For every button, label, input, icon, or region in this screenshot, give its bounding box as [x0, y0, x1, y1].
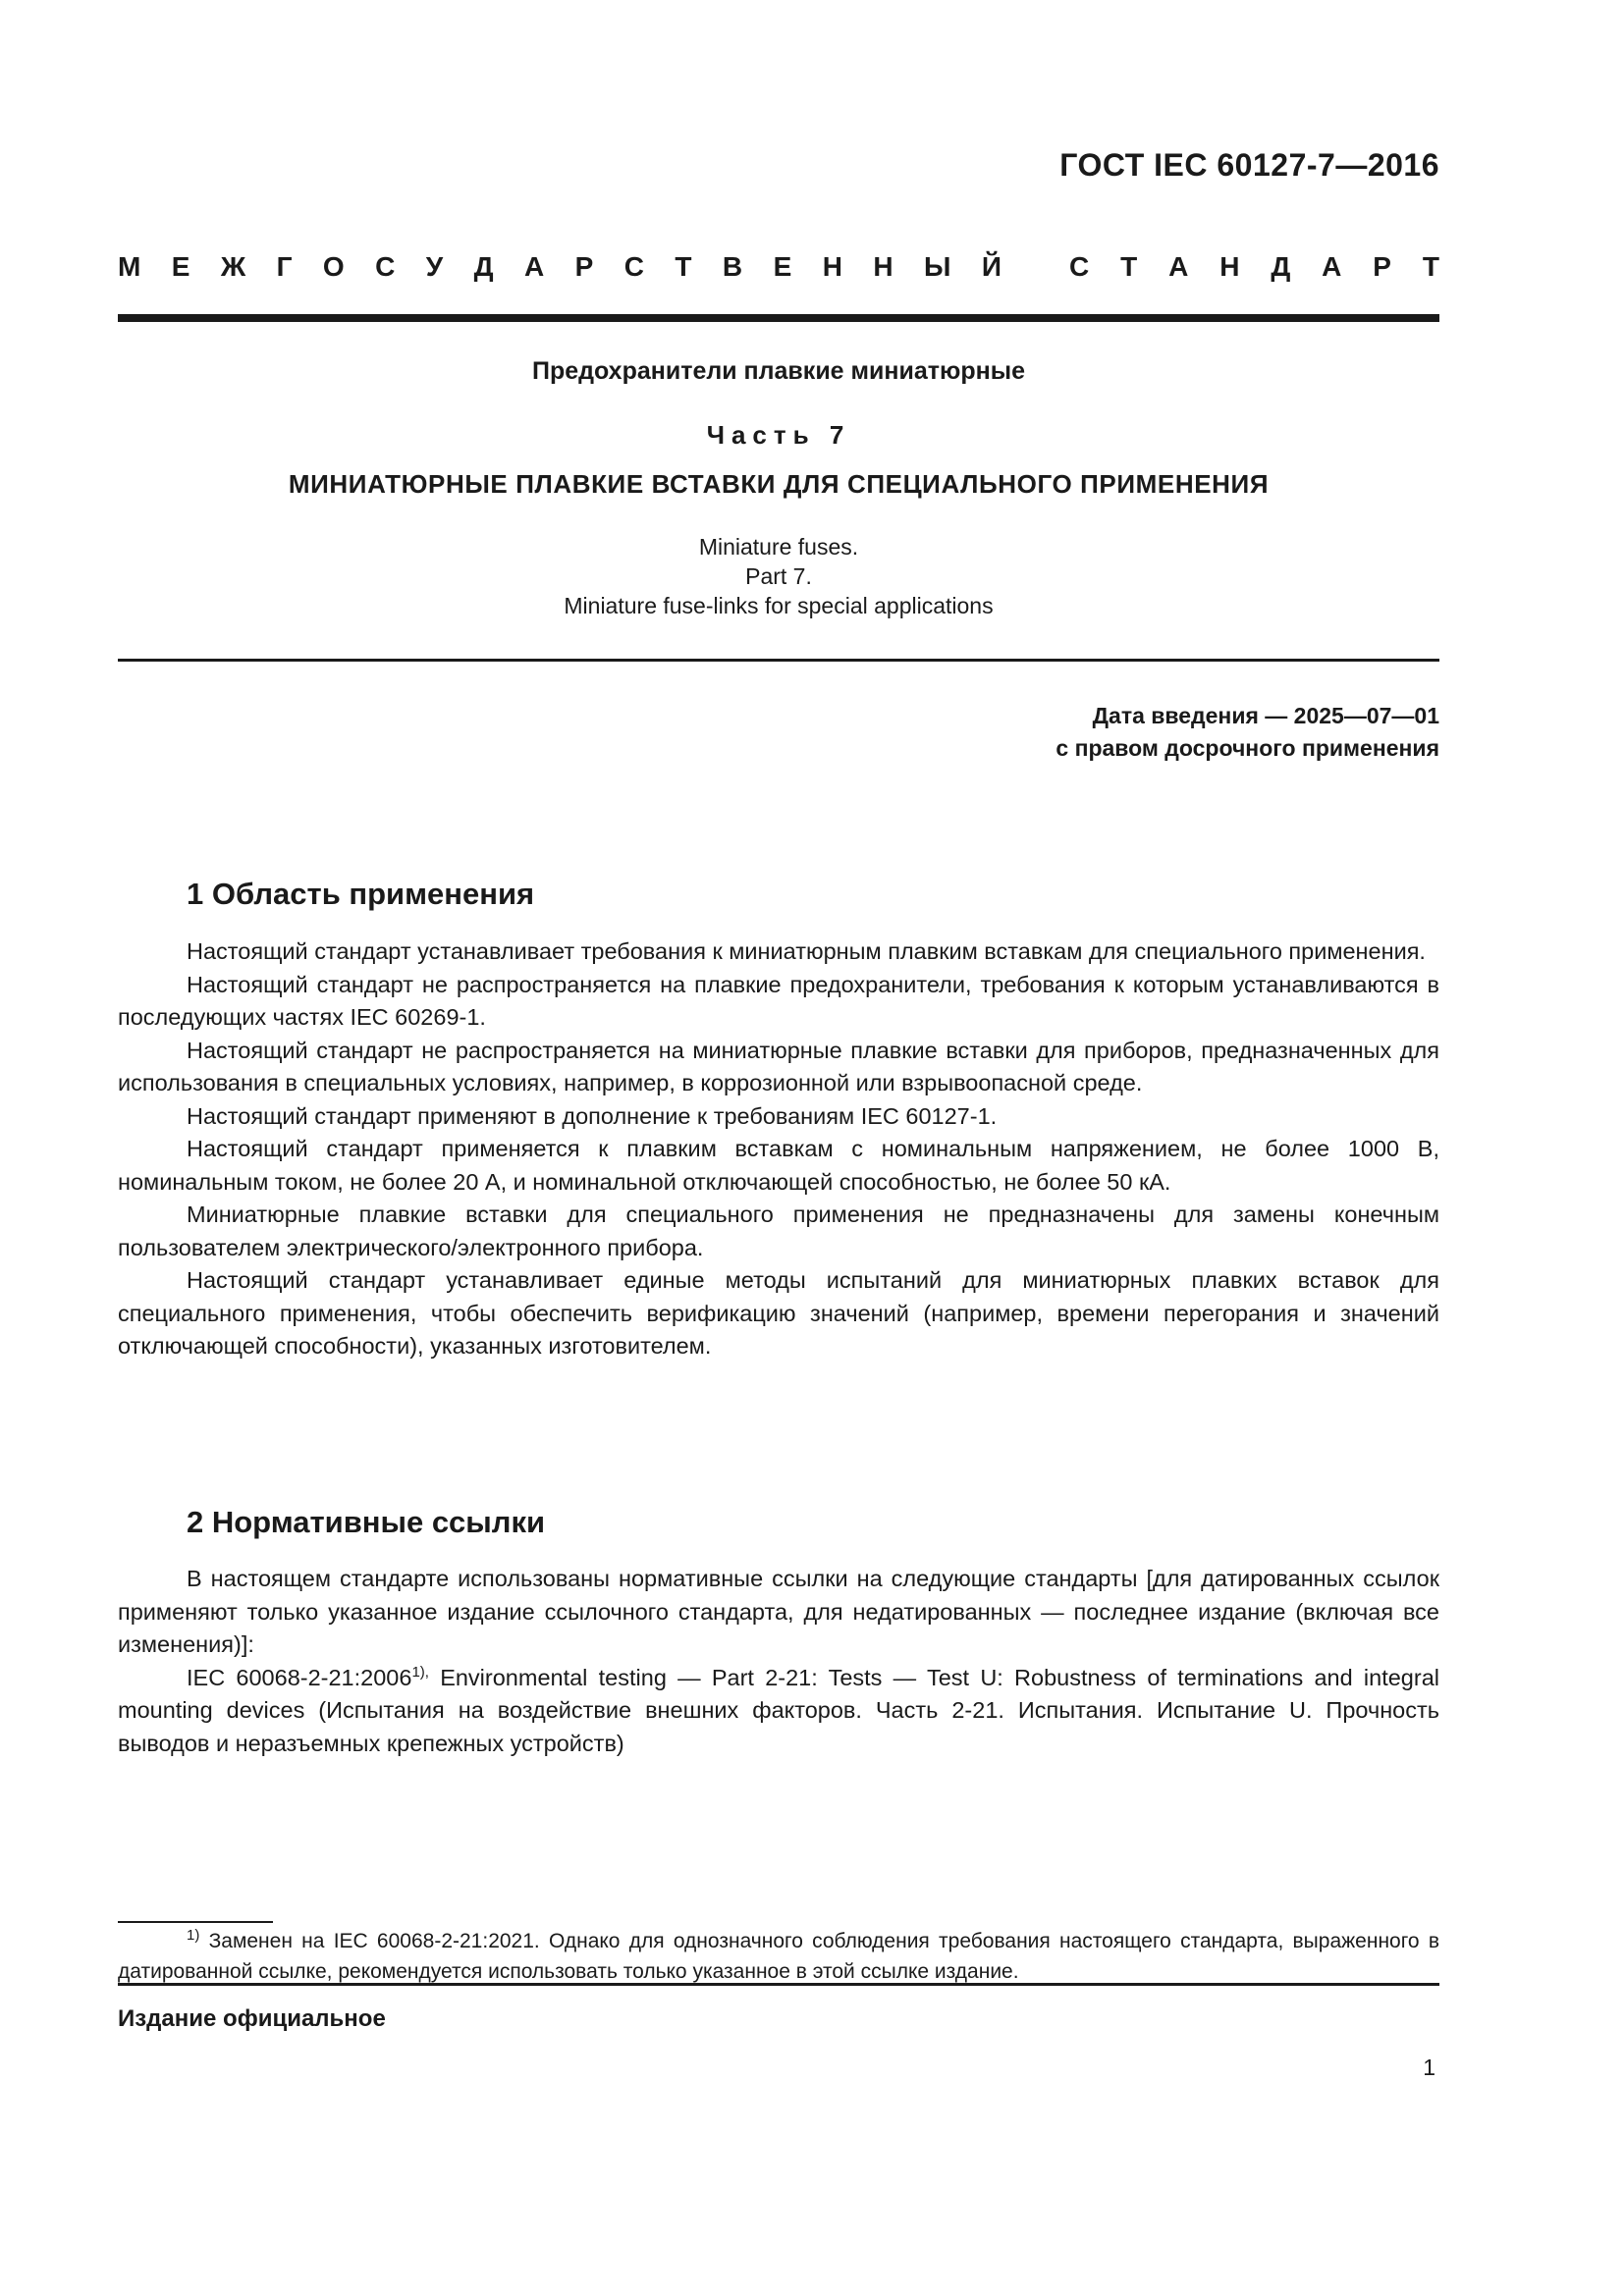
- banner-letter: Е: [171, 251, 190, 282]
- banner-letter: М: [118, 251, 141, 282]
- section-heading-normative-references: 2 Нормативные ссылки: [187, 1505, 546, 1539]
- reference-text: Environmental testing — Part 2-21: Tests — Test U: Robustness of terminations and integral mounting devices (Испытания на воздействие внешних факторов. Часть 2-21. Испытания. Испытание U. Прочность выводов и неразъемных крепежных устройств): [118, 1664, 1439, 1756]
- reference-entry: [118, 1662, 1439, 1761]
- banner-letter: Ж: [220, 251, 246, 282]
- banner-letter: О: [322, 251, 345, 282]
- official-edition-label: Издание официальное: [118, 2005, 386, 2032]
- banner-letter: В: [722, 251, 743, 282]
- standard-word: [1069, 251, 1439, 283]
- section-heading-scope: 1 Область применения: [187, 877, 535, 911]
- banner-letter: Т: [1422, 251, 1439, 282]
- banner-letter: С: [375, 251, 396, 282]
- banner-letter: А: [1322, 251, 1342, 282]
- footnote-divider: [118, 1921, 273, 1923]
- paragraph: Настоящий стандарт применяют в дополнение к требованиям IEC 60127-1.: [187, 1102, 998, 1129]
- paragraph: В настоящем стандарте использованы нормативные ссылки на следующие стандарты [для датированных ссылок применяют только указанное издание ссылочного стандарта, для недатированных — последнее издание (включая все изменения)]:: [118, 1566, 1439, 1657]
- banner-letter: Т: [1120, 251, 1138, 282]
- paragraph: Настоящий стандарт не распространяется на миниатюрные плавкие вставки для приборов, предназначенных для использования в специальных условиях, например, в коррозионной или взрывоопасной среде.: [118, 1037, 1439, 1095]
- banner-letter: А: [523, 251, 545, 282]
- section-body-normative-references: [118, 1563, 1439, 1760]
- introduction-date-line: Дата введения — 2025—07—01: [1092, 703, 1439, 728]
- introduction-date: [1056, 700, 1439, 765]
- interstate-standard-banner: [118, 251, 1439, 283]
- reference-code: IEC 60068-2-21:2006: [187, 1664, 412, 1690]
- interstate-word: [118, 251, 1001, 283]
- banner-letter: Е: [773, 251, 792, 282]
- early-application-note: с правом досрочного применения: [1056, 735, 1439, 761]
- paragraph: Миниатюрные плавкие вставки для специального применения не предназначены для замены конечным пользователем электрического/электронного прибора.: [118, 1201, 1439, 1260]
- title-divider: [118, 659, 1439, 662]
- banner-letter: С: [1069, 251, 1090, 282]
- banner-letter: С: [623, 251, 644, 282]
- page-number: 1: [1423, 2055, 1435, 2080]
- banner-letter: Д: [473, 251, 494, 282]
- banner-letter: А: [1168, 251, 1189, 282]
- header-divider-thick: [118, 314, 1439, 322]
- title-top: Предохранители плавкие миниатюрные: [532, 357, 1025, 385]
- paragraph: Настоящий стандарт не распространяется на плавкие предохранители, требования к которым устанавливаются в последующих частях IEC 60269-1.: [118, 971, 1439, 1030]
- banner-letter: Й: [981, 251, 1001, 282]
- english-title-line: Miniature fuses.: [698, 534, 859, 560]
- main-title: МИНИАТЮРНЫЕ ПЛАВКИЕ ВСТАВКИ ДЛЯ СПЕЦИАЛЬНОГО ПРИМЕНЕНИЯ: [288, 469, 1270, 499]
- part-label: Часть 7: [706, 420, 851, 450]
- banner-letter: Г: [276, 251, 293, 282]
- footnote: [118, 1926, 1439, 1987]
- section-body-scope: [118, 935, 1439, 1363]
- banner-letter: У: [425, 251, 444, 282]
- banner-letter: Р: [574, 251, 594, 282]
- footnote-text: Заменен на IEC 60068-2-21:2021. Однако для однозначного соблюдения требования настоящего стандарта, выраженного в датированной ссылке, рекомендуется использовать только указанное в этой ссылке издание.: [118, 1930, 1439, 1983]
- banner-letter: Д: [1271, 251, 1291, 282]
- document-code: ГОСТ IEC 60127-7—2016: [1059, 147, 1439, 183]
- footnote-marker: 1): [187, 1927, 200, 1944]
- english-title-line: Miniature fuse-links for special applications: [564, 593, 994, 618]
- footer-divider: [118, 1983, 1439, 1986]
- english-title: [118, 532, 1439, 620]
- banner-letter: Н: [873, 251, 893, 282]
- paragraph: Настоящий стандарт применяется к плавким вставкам с номинальным напряжением, не более 1000 В, номинальным током, не более 20 А, и номинальной отключающей способностью, не более 50 кА.: [118, 1136, 1439, 1195]
- banner-letter: Р: [1373, 251, 1391, 282]
- paragraph: Настоящий стандарт устанавливает требования к миниатюрным плавким вставкам для специального применения.: [187, 938, 1426, 964]
- banner-letter: Н: [1219, 251, 1240, 282]
- banner-letter: Н: [822, 251, 842, 282]
- banner-letter: Ы: [924, 251, 951, 282]
- footnote-marker: 1),: [411, 1663, 429, 1681]
- paragraph: Настоящий стандарт устанавливает единые методы испытаний для миниатюрных плавких вставок для специального применения, чтобы обеспечить верификацию значений (например, времени перегорания и значений отключающей способности), указанных изготовителем.: [118, 1267, 1439, 1359]
- banner-letter: Т: [675, 251, 692, 282]
- english-title-line: Part 7.: [745, 563, 812, 589]
- footnote-entry: [118, 1926, 1439, 1987]
